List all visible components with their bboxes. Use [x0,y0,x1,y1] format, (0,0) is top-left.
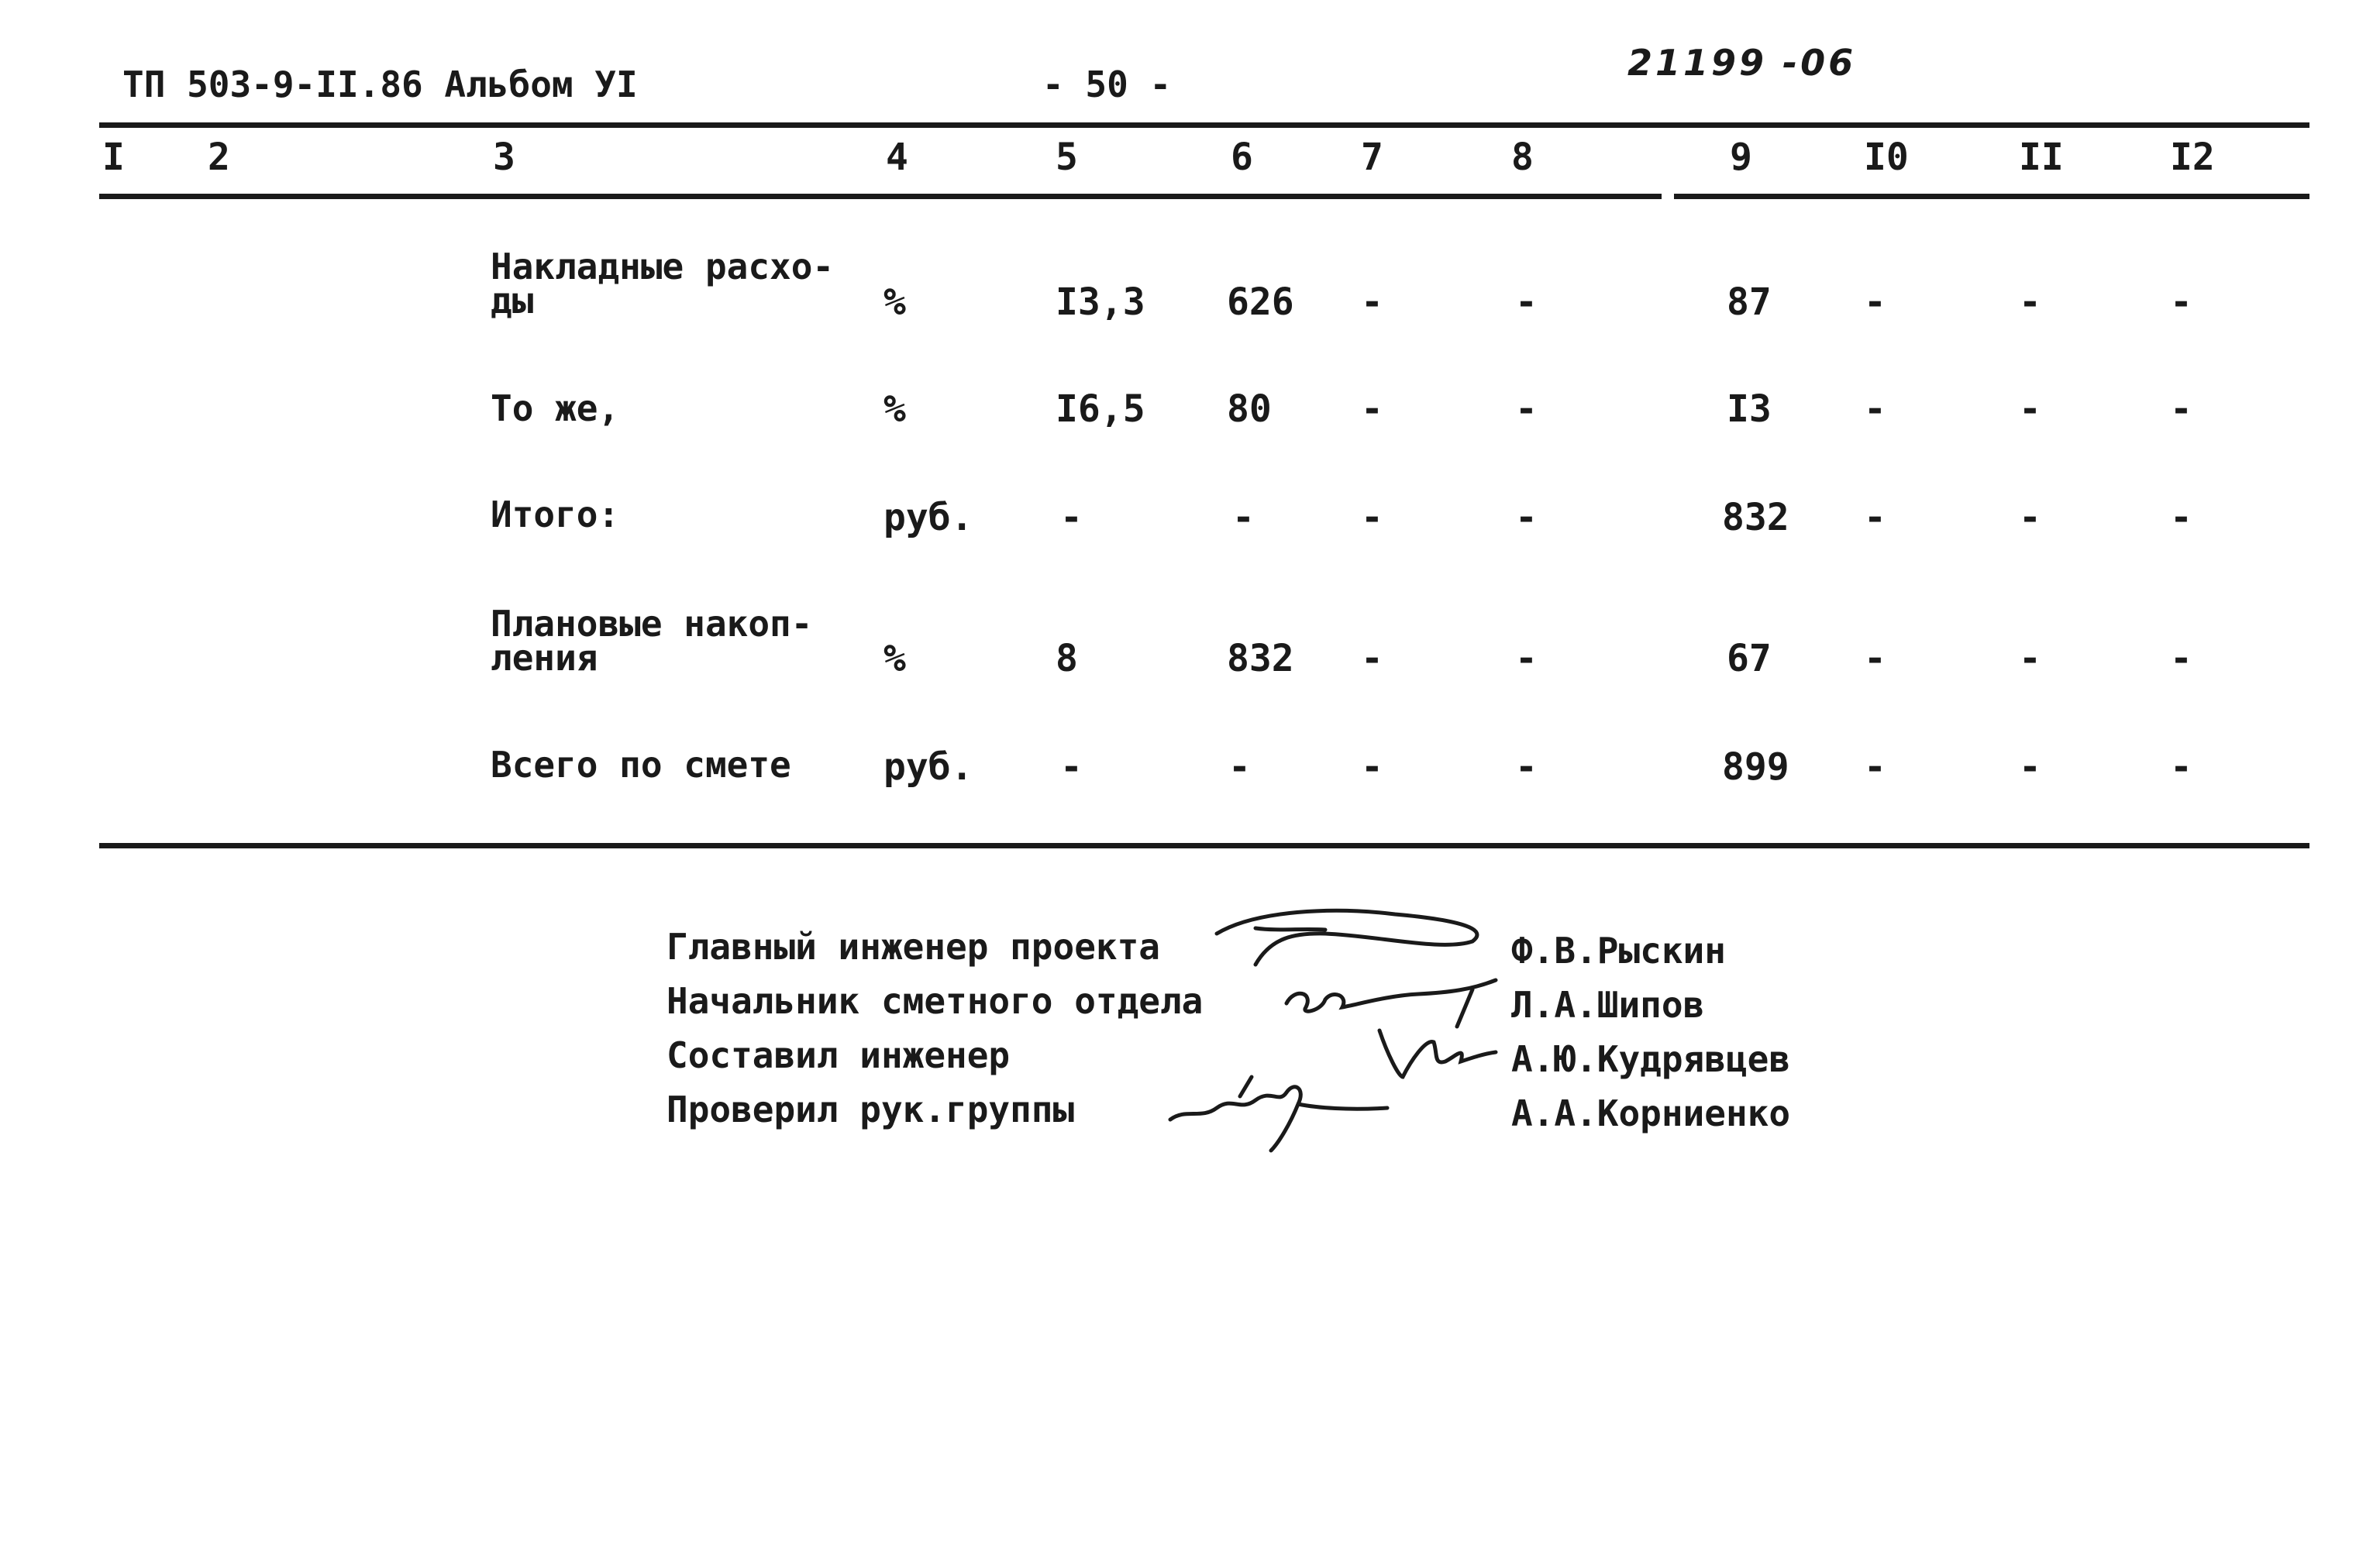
row-col8: - [1515,637,1538,680]
row-description: Плановые накоп- ления [491,603,813,679]
column-header-12: I2 [2170,136,2215,179]
signature-name-estimate-head: Л.А.Шипов [1511,984,1705,1026]
row-description: Накладные расхо- ды [491,246,835,322]
signature-name-chief-engineer: Ф.В.Рыскин [1511,930,1726,972]
row-col7: - [1361,496,1383,539]
header-bottom-rule-right [1674,194,2309,199]
row-col6: 626 [1227,280,1294,324]
column-header-8: 8 [1511,136,1534,179]
column-header-9: 9 [1730,136,1752,179]
row-col7: - [1361,637,1383,680]
row-col12: - [2170,280,2192,324]
row-col7: - [1361,745,1383,789]
row-col10: - [1864,496,1886,539]
row-col12: - [2170,745,2192,789]
row-unit: руб. [883,745,973,789]
row-col11: - [2019,496,2041,539]
document-reference: ТП 503-9-II.86 Альбом УI [122,64,638,105]
column-header-2: 2 [208,136,230,179]
row-col8: - [1515,280,1538,324]
signature-title-chief-engineer: Главный инженер проекта [666,926,1160,968]
row-col10: - [1864,280,1886,324]
table-bottom-rule [99,843,2309,848]
row-description: Итого: [491,494,620,535]
row-col11: - [2019,387,2041,431]
signature-title-compiler: Составил инженер [666,1034,1011,1076]
column-header-7: 7 [1361,136,1383,179]
handwritten-signature-4 [1162,1065,1395,1158]
row-unit: % [883,280,906,324]
column-header-6: 6 [1231,136,1253,179]
signature-name-checker: А.А.Корниенко [1511,1092,1791,1134]
row-col5: - [1060,496,1083,539]
handwritten-document-number: 21199 -06 [1627,42,1857,84]
column-header-11: II [2019,136,2064,179]
row-col6: 832 [1227,637,1294,680]
row-col6: - [1228,745,1251,789]
column-header-3: 3 [493,136,515,179]
page-number: - 50 - [1042,64,1172,105]
column-header-4: 4 [886,136,908,179]
row-col11: - [2019,637,2041,680]
row-col8: - [1515,745,1538,789]
signature-title-estimate-head: Начальник сметного отдела [666,980,1204,1022]
handwritten-signature-1 [1209,899,1503,976]
row-description: То же, [491,387,620,429]
signature-name-compiler: А.Ю.Кудрявцев [1511,1038,1791,1080]
column-header-5: 5 [1056,136,1078,179]
row-description: Всего по смете [491,744,791,786]
row-col5: - [1060,745,1083,789]
row-col9: 67 [1727,637,1772,680]
row-col11: - [2019,745,2041,789]
row-col9: I3 [1727,387,1772,431]
table-top-rule [99,122,2309,128]
row-unit: % [883,637,906,680]
row-col9: 832 [1722,496,1789,539]
row-col12: - [2170,637,2192,680]
row-col7: - [1361,387,1383,431]
row-col8: - [1515,387,1538,431]
row-col5: I3,3 [1056,280,1145,324]
row-unit: руб. [883,496,973,539]
row-col10: - [1864,387,1886,431]
row-unit: % [883,387,906,431]
row-col7: - [1361,280,1383,324]
row-col12: - [2170,387,2192,431]
row-col10: - [1864,637,1886,680]
header-bottom-rule-left [99,194,1662,199]
row-col12: - [2170,496,2192,539]
row-col6: - [1232,496,1255,539]
column-header-1: I [102,136,125,179]
signature-title-checker: Проверил рук.группы [666,1089,1075,1130]
row-col5: 8 [1056,637,1078,680]
row-col9: 87 [1727,280,1772,324]
row-col8: - [1515,496,1538,539]
row-col5: I6,5 [1056,387,1145,431]
row-col10: - [1864,745,1886,789]
column-header-10: I0 [1864,136,1909,179]
row-col6: 80 [1227,387,1272,431]
row-col11: - [2019,280,2041,324]
row-col9: 899 [1722,745,1789,789]
